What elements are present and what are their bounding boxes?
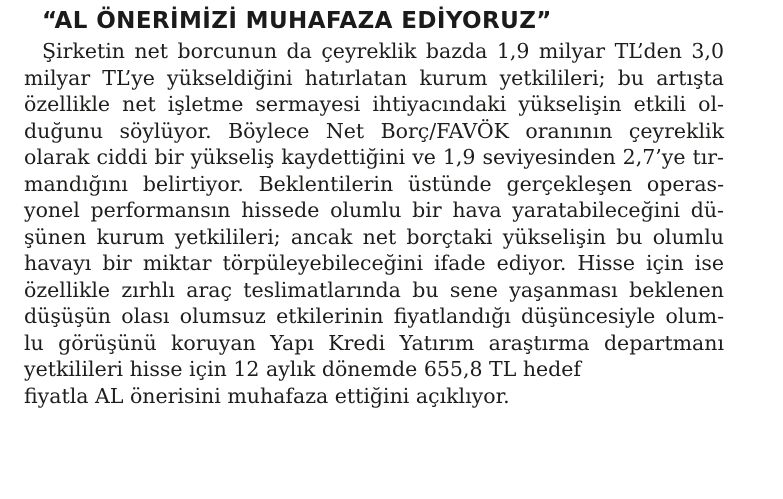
- body-line: Şirketin net borcunun da çeyreklik bazda 1,9 milyar TL’den 3,0: [42, 39, 724, 63]
- article-headline: “AL ÖNERİMİZİ MUHAFAZA EDİYORUZ”: [42, 8, 552, 34]
- body-line: olarak ciddi bir yükseliş kaydettiğini ve 1,9 seviyesinden 2,7’ye tır-: [24, 145, 724, 169]
- body-line: mandığını belirtiyor. Beklentilerin üstünde gerçekleşen operas-: [24, 171, 724, 196]
- body-line: özellikle zırhlı araç teslimatlarında bu sene yaşanması beklenen: [24, 277, 724, 302]
- body-line: şünen kurum yetkilileri; ancak net borçtaki yükselişin bu olumlu: [24, 224, 724, 249]
- article-body: [24, 38, 724, 409]
- body-line: lu görüşünü koruyan Yapı Kredi Yatırım araştırma departmanı: [24, 330, 724, 355]
- body-line: yetkilileri hisse için 12 aylık dönemde 655,8 TL hedef: [24, 357, 582, 381]
- body-line: yonel performansın hissede olumlu bir hava yaratabileceğini dü-: [24, 198, 724, 222]
- body-line: milyar TL’ye yükseldiğini hatırlatan kurum yetkilileri; bu artışta: [24, 65, 724, 90]
- body-line: düşüşün olası olumsuz etkilerinin fiyatlandığı düşüncesiyle olum-: [24, 304, 724, 328]
- body-line: havayı bir miktar törpüleyebileceğini ifade ediyor. Hisse için ise: [24, 251, 724, 275]
- body-line: özellikle net işletme sermayesi ihtiyacındaki yükselişin etkili ol-: [24, 92, 724, 116]
- body-line: fiyatla AL önerisini muhafaza ettiğini açıklıyor.: [24, 383, 510, 408]
- body-line: duğunu söylüyor. Böylece Net Borç/FAVÖK oranının çeyreklik: [24, 118, 724, 143]
- article: [24, 6, 724, 409]
